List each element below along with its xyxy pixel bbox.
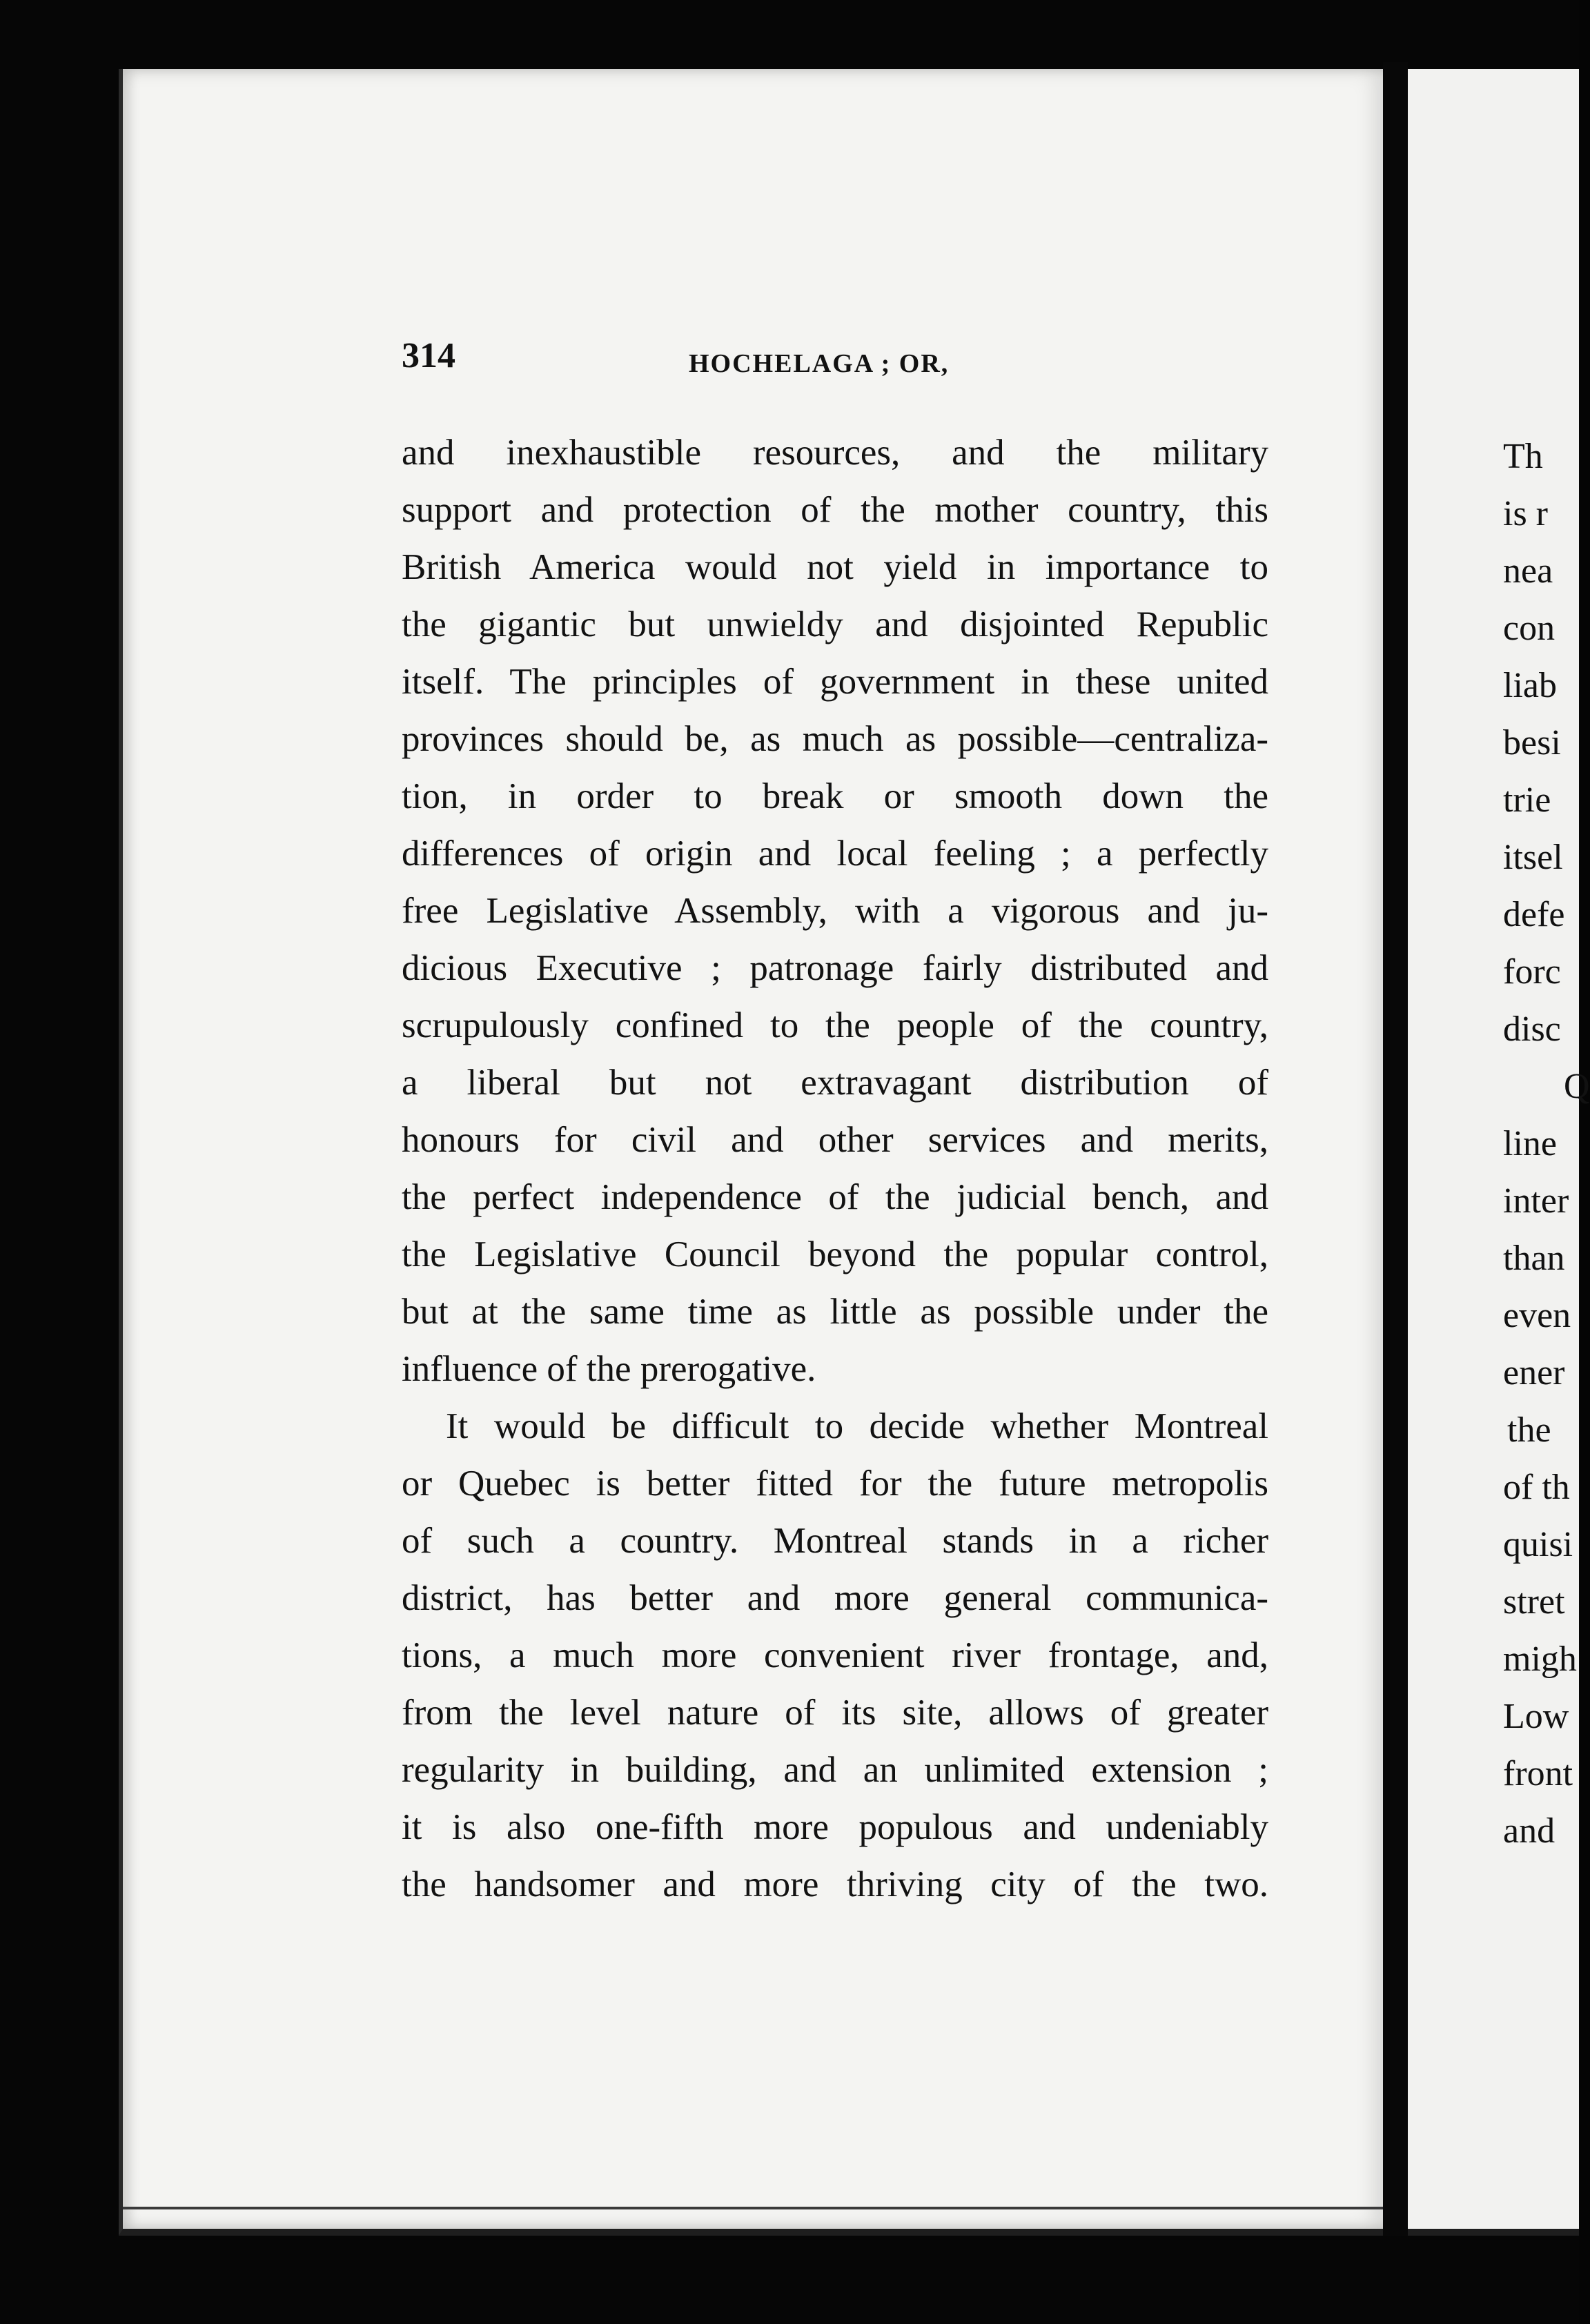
facing-page-fragment: line bbox=[1503, 1124, 1557, 1163]
text-line-paragraph-start: It would be difficult to decide whether Montreal bbox=[446, 1406, 1268, 1446]
facing-page-fragment: con bbox=[1503, 609, 1555, 648]
book-gutter bbox=[1383, 62, 1408, 2236]
facing-page-fragment: forc bbox=[1503, 952, 1561, 992]
facing-page-fragment: migh bbox=[1503, 1639, 1577, 1679]
text-line: a liberal but not extravagant distribution of bbox=[402, 1063, 1268, 1103]
text-line: free Legislative Assembly, with a vigorous and ju- bbox=[402, 891, 1268, 931]
text-line: and inexhaustible resources, and the military bbox=[402, 433, 1268, 473]
text-line: British America would not yield in importance to bbox=[402, 547, 1268, 587]
text-line: support and protection of the mother country, this bbox=[402, 490, 1268, 530]
facing-page-fragment: besi bbox=[1503, 723, 1561, 762]
facing-page-fragment: Low bbox=[1503, 1697, 1569, 1736]
facing-page-fragment: liab bbox=[1503, 666, 1557, 705]
facing-page-fragment: even bbox=[1503, 1296, 1571, 1335]
text-line: tion, in order to break or smooth down the bbox=[402, 776, 1268, 816]
text-line: the Legislative Council beyond the popular control, bbox=[402, 1234, 1268, 1274]
text-line: from the level nature of its site, allows of greater bbox=[402, 1693, 1268, 1733]
facing-page-fragment: quisi bbox=[1503, 1525, 1573, 1564]
page-bottom-edge bbox=[123, 2207, 1387, 2209]
text-line: tions, a much more convenient river frontage, and, bbox=[402, 1635, 1268, 1675]
facing-page-fragment: itsel bbox=[1503, 838, 1563, 877]
facing-page-fragment: front bbox=[1503, 1754, 1573, 1793]
facing-page-fragment: disc bbox=[1503, 1010, 1561, 1049]
text-line: it is also one-fifth more populous and undeniably bbox=[402, 1807, 1268, 1847]
text-line: honours for civil and other services and merits, bbox=[402, 1120, 1268, 1160]
text-line: influence of the prerogative. bbox=[402, 1349, 816, 1389]
text-line: or Quebec is better fitted for the future metropolis bbox=[402, 1464, 1268, 1504]
body-text bbox=[402, 424, 1268, 1913]
facing-page-fragment: stret bbox=[1503, 1582, 1565, 1622]
text-line: district, has better and more general communica- bbox=[402, 1578, 1268, 1618]
text-line: differences of origin and local feeling ; a perfectly bbox=[402, 834, 1268, 874]
text-line: but at the same time as little as possible under the bbox=[402, 1292, 1268, 1332]
page-number: 314 bbox=[402, 336, 455, 375]
text-line: dicious Executive ; patronage fairly distributed and bbox=[402, 948, 1268, 988]
facing-page-fragment: Th bbox=[1503, 437, 1543, 476]
facing-page-fragment: Q bbox=[1564, 1067, 1590, 1106]
facing-page-fragment: than bbox=[1503, 1239, 1565, 1278]
text-line: scrupulously confined to the people of the country, bbox=[402, 1005, 1268, 1045]
running-head: HOCHELAGA ; OR, bbox=[689, 349, 950, 378]
text-line: itself. The principles of government in these united bbox=[402, 662, 1268, 702]
facing-page-fragment: inter bbox=[1503, 1181, 1569, 1221]
text-line: the gigantic but unwieldy and disjointed Republic bbox=[402, 604, 1268, 644]
text-line: the perfect independence of the judicial bench, and bbox=[402, 1177, 1268, 1217]
text-line: regularity in building, and an unlimited extension ; bbox=[402, 1750, 1268, 1790]
facing-page-fragment: nea bbox=[1503, 551, 1553, 591]
facing-page-fragment: defe bbox=[1503, 895, 1565, 934]
facing-page-fragment: ener bbox=[1503, 1353, 1565, 1392]
text-line: the handsomer and more thriving city of the two. bbox=[402, 1864, 1268, 1904]
facing-page-fragment: the bbox=[1507, 1410, 1551, 1450]
facing-page-fragment: of th bbox=[1503, 1468, 1570, 1507]
facing-page-fragment: and bbox=[1503, 1811, 1555, 1851]
text-line: of such a country. Montreal stands in a richer bbox=[402, 1521, 1268, 1561]
facing-page-fragment: is r bbox=[1503, 494, 1548, 533]
text-line: provinces should be, as much as possible—centraliza- bbox=[402, 719, 1268, 759]
facing-page-fragment: trie bbox=[1503, 780, 1551, 820]
